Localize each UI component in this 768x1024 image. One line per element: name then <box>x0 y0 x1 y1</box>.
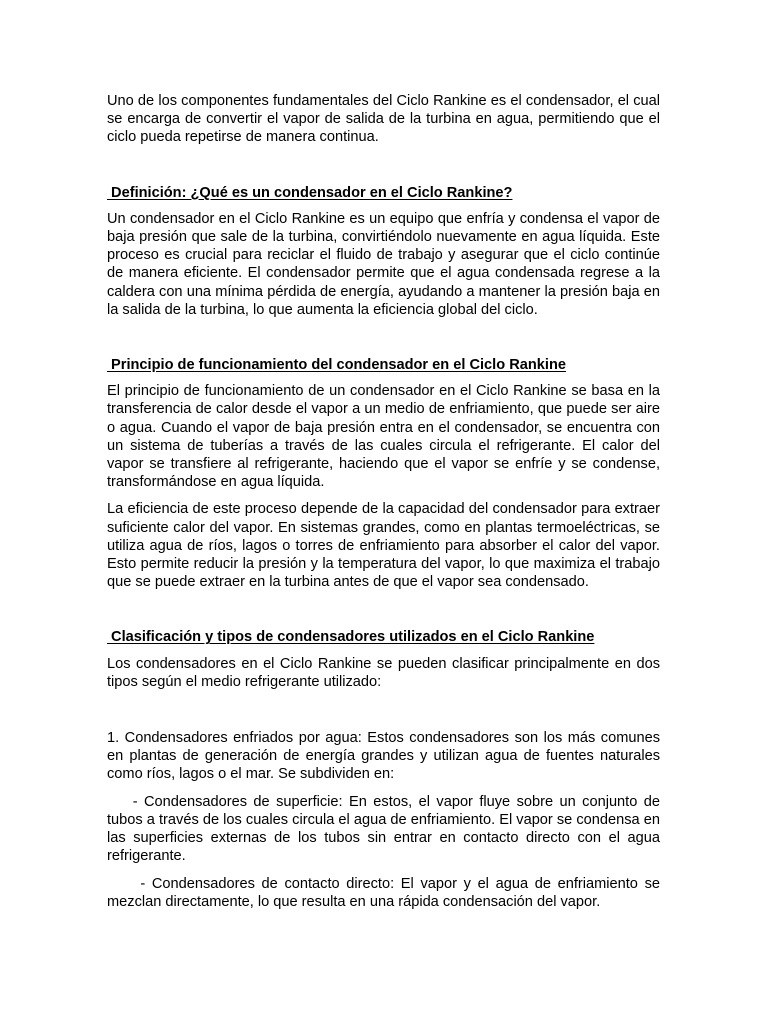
classification-paragraph: Los condensadores en el Ciclo Rankine se pueden clasificar principalmente en dos tipos según el medio refrigerante utilizado: <box>107 655 660 690</box>
section-heading-principle: Principio de funcionamiento del condensador en el Ciclo Rankine <box>107 357 566 374</box>
intro-paragraph: Uno de los componentes fundamentales del Ciclo Rankine es el condensador, el cual se encarga de convertir el vapor de salida de la turbina en agua, permitiendo que el ciclo pueda repetirse de manera continua. <box>107 93 660 146</box>
sub-item-direct-contact: - Condensadores de contacto directo: El vapor y el agua de enfriamiento se mezclan directamente, lo que resulta en una rápida condensación del vapor. <box>107 875 665 910</box>
section-heading-definition: Definición: ¿Qué es un condensador en el Ciclo Rankine? <box>107 184 513 201</box>
definition-paragraph: Un condensador en el Ciclo Rankine es un equipo que enfría y condensa el vapor de baja presión que sale de la turbina, convirtiéndolo nuevamente en agua líquida. Este proceso es crucial para reciclar el fluido de trabajo y asegurar que el ciclo continúe de manera eficiente. El condensador permite que el agua condensada regrese a la caldera con una mínima pérdida de energía, ayudando a mantener la presión baja en la salida de la turbina, lo que aumenta la eficiencia global del ciclo. <box>107 210 660 318</box>
principle-paragraph-2: La eficiencia de este proceso depende de la capacidad del condensador para extraer suficiente calor del vapor. En sistemas grandes, como en plantas termoeléctricas, se utiliza agua de ríos, lagos o torres de enfriamiento para absorber el calor del vapor. Esto permite reducir la presión y la temperatura del vapor, lo que maximiza el trabajo que se puede extraer en la turbina antes de que el vapor sea condensado. <box>107 501 660 591</box>
sub-item-surface: - Condensadores de superficie: En estos, el vapor fluye sobre un conjunto de tubos a través de los cuales circula el agua de enfriamiento. El vapor se condensa en las superficies externas de los tubos sin entrar en contacto directo con el agua refrigerante. <box>107 793 665 865</box>
list-item-water-cooled: 1. Condensadores enfriados por agua: Estos condensadores son los más comunes en plantas de generación de energía grandes y utilizan agua de fuentes naturales como ríos, lagos o el mar. Se subdividen en: <box>107 730 660 783</box>
document-page <box>107 92 665 911</box>
principle-paragraph-1: El principio de funcionamiento de un condensador en el Ciclo Rankine se basa en la transferencia de calor desde el vapor a un medio de enfriamiento, que puede ser aire o agua. Cuando el vapor de baja presión entra en el condensador, se encuentra con un sistema de tuberías a través de las cuales circula el refrigerante. El calor del vapor se transfiere al refrigerante, haciendo que el vapor se enfríe y se condense, transformándose en agua líquida. <box>107 383 660 491</box>
section-heading-classification: Clasificación y tipos de condensadores utilizados en el Ciclo Rankine <box>107 629 595 646</box>
